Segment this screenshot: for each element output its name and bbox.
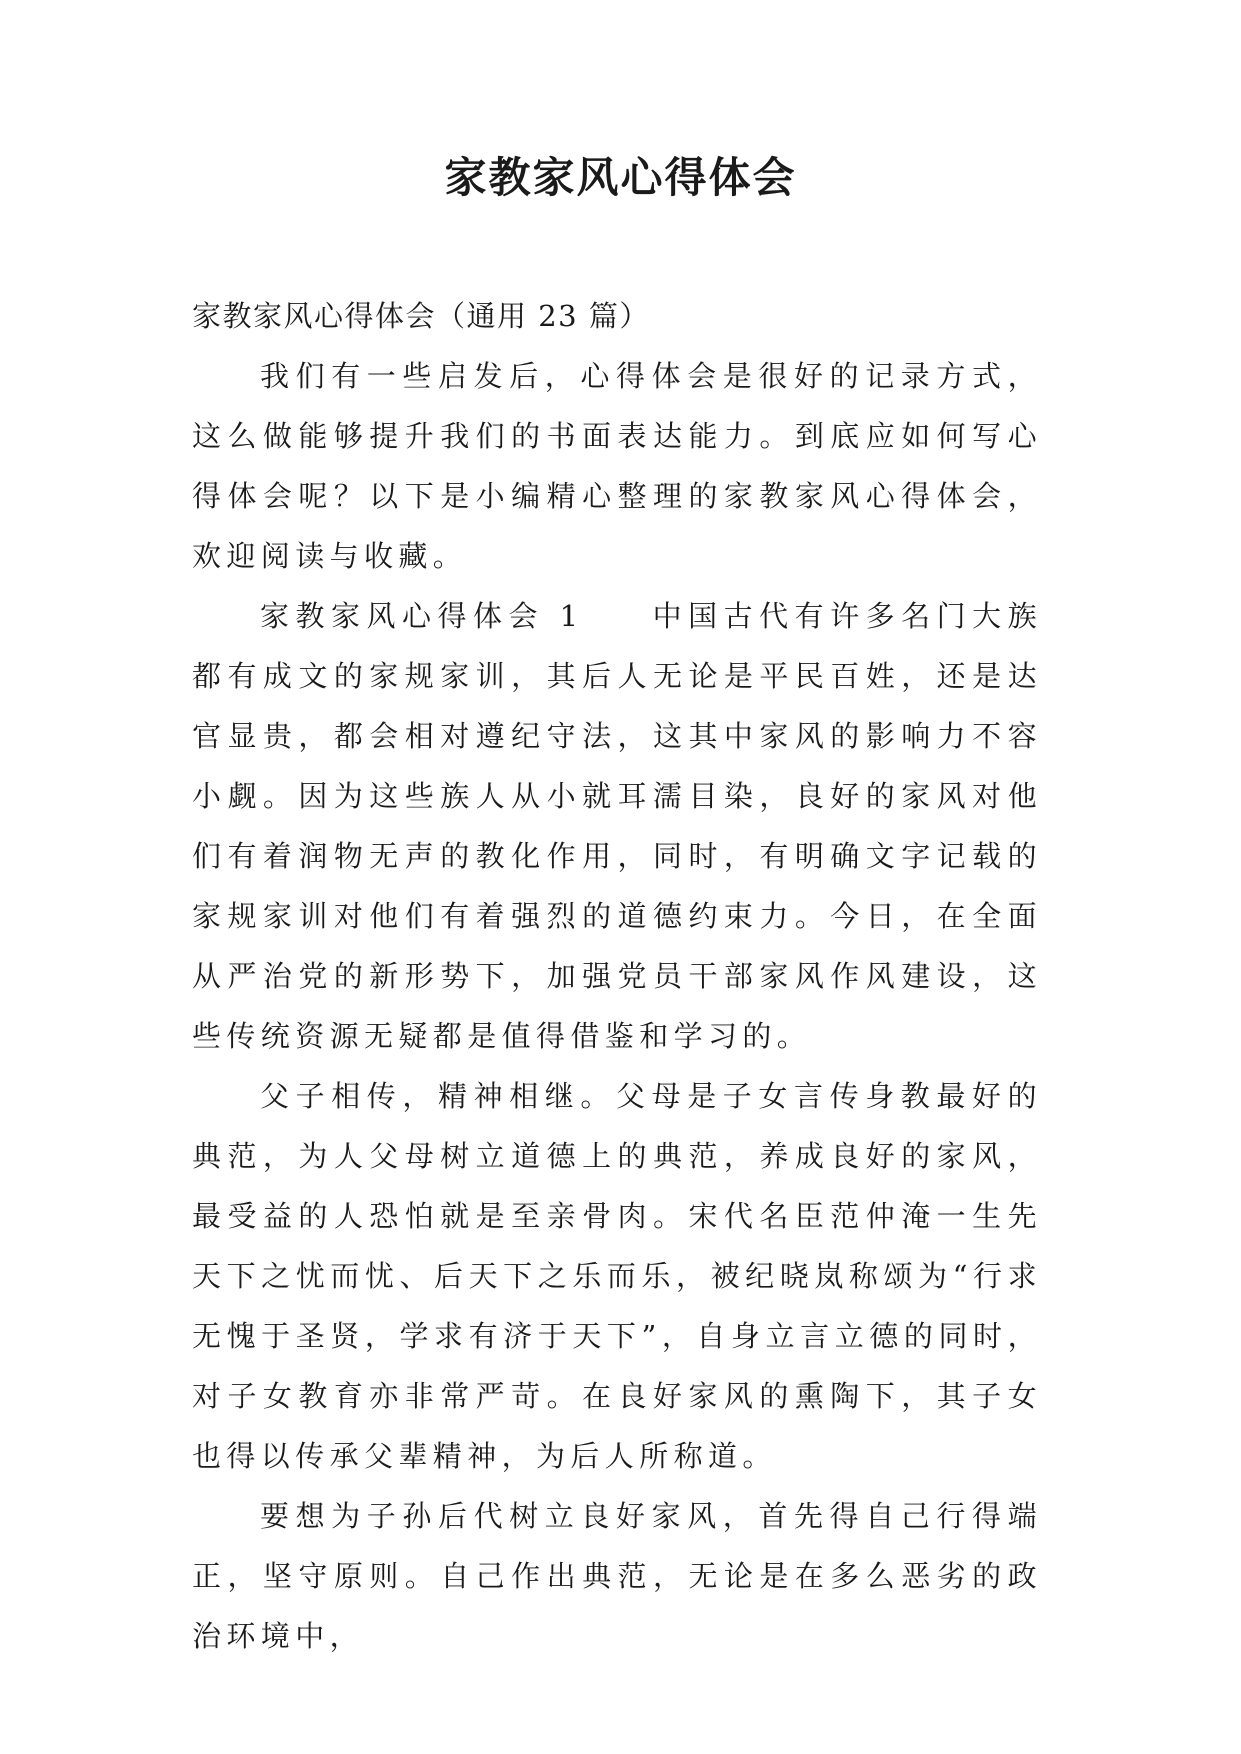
section-heading: 家教家风心得体会 1 <box>260 599 584 633</box>
body-paragraph-3: 要想为子孙后代树立良好家风，首先得自己行得端正，坚守原则。自己作出典范，无论是在多么恶劣的政治环境中， <box>192 1499 1042 1653</box>
section-lead-text: 中国古代有许多名门大族都有成文的家规家训，其后人无论是平民百姓，还是达官显贵，都会相对遵纪守法，这其中家风的影响力不容小觑。因为这些族人从小就耳濡目染，良好的家风对他们有着润物无声的教化作用，同时，有明确文字记载的家规家训对他们有着强烈的道德约束力。今日，在全面从严治党的新形势下，加强党员干部家风作风建设，这些传统资源无疑都是值得借鉴和学习的。 <box>192 599 1043 1053</box>
intro-paragraph: 我们有一些启发后，心得体会是很好的记录方式，这么做能够提升我们的书面表达能力。到底应如何写心得体会呢？以下是小编精心整理的家教家风心得体会，欢迎阅读与收藏。 <box>192 359 1042 573</box>
body-paragraph-2: 父子相传，精神相继。父母是子女言传身教最好的典范，为人父母树立道德上的典范，养成良好的家风，最受益的人恐怕就是至亲骨肉。宋代名臣范仲淹一生先天下之忧而忧、后天下之乐而乐，被纪晓岚称颂为“行求无愧于圣贤，学求有济于天下”，自身立言立德的同时，对子女教育亦非常严苛。在良好家风的熏陶下，其子女也得以传承父辈精神，为后人所称道。 <box>192 1079 1042 1473</box>
document-subtitle: 家教家风心得体会（通用 23 篇） <box>192 299 650 333</box>
document-title: 家教家风心得体会 <box>444 153 797 202</box>
section-1-paragraph <box>192 586 1042 1066</box>
document-body <box>192 286 1042 1666</box>
